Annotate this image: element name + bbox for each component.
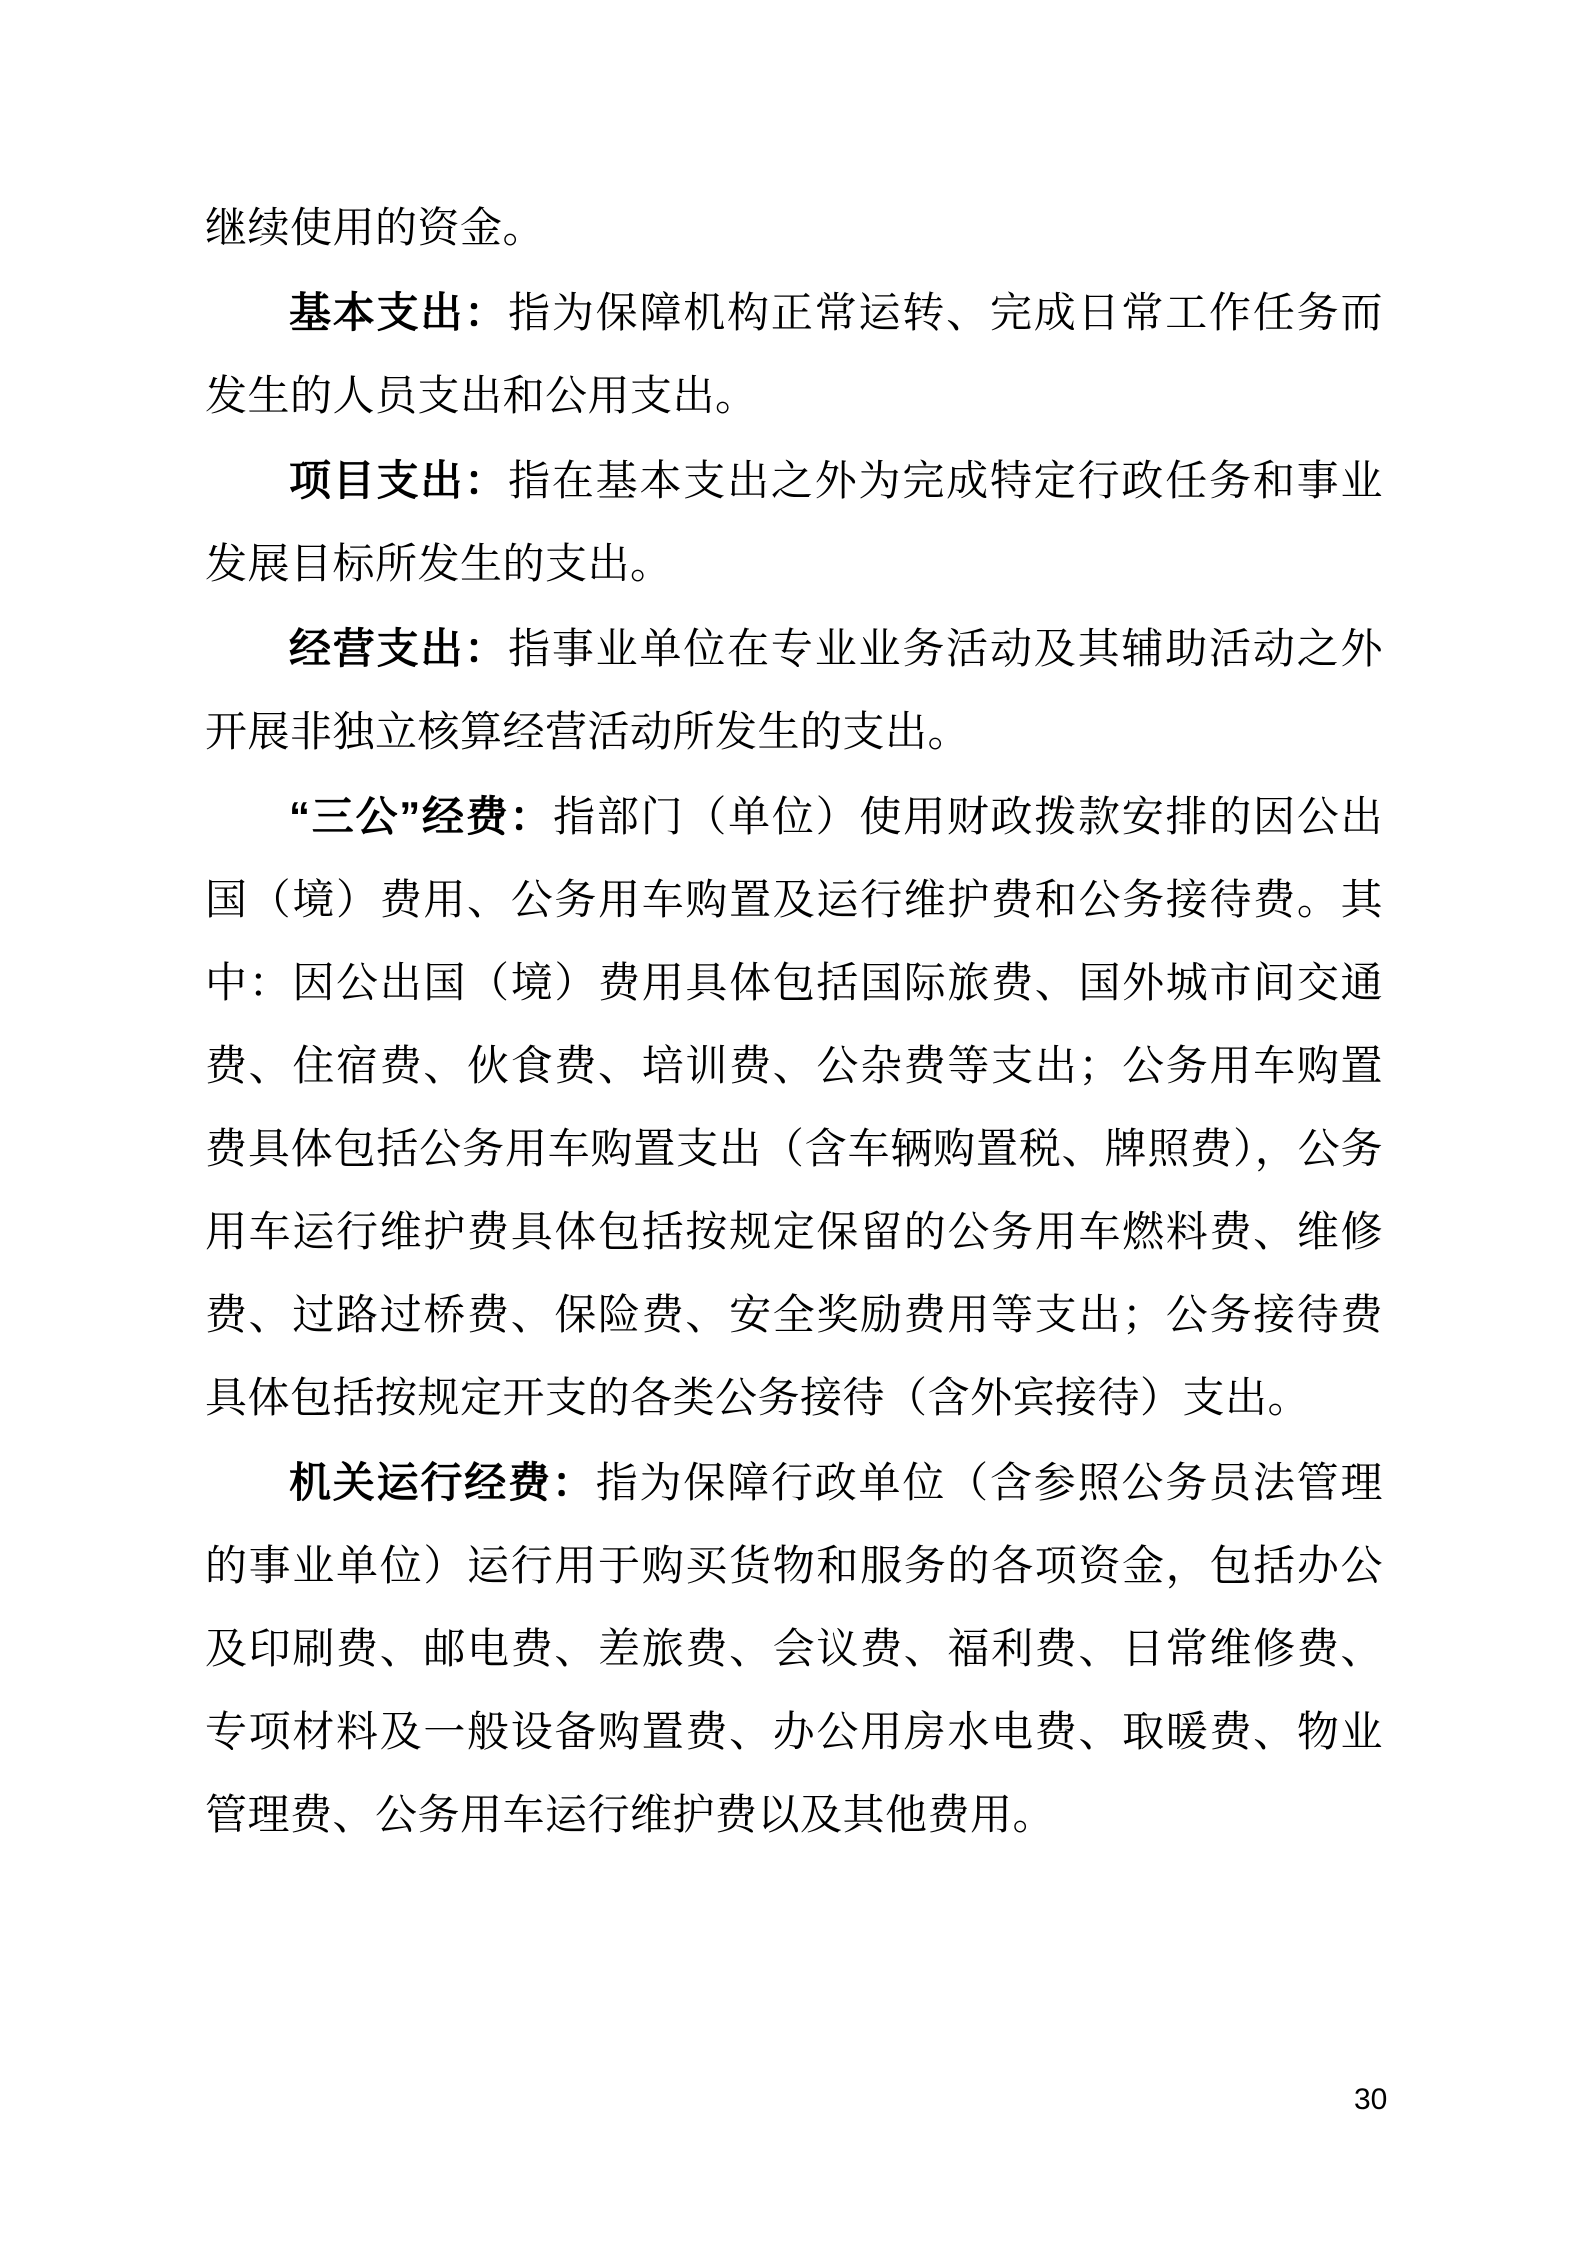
paragraph-basic-expenditure xyxy=(205,271,1383,439)
paragraph-carryover-funds xyxy=(205,186,1383,271)
term-label: 基本支出： xyxy=(289,289,509,336)
term-label: 机关运行经费： xyxy=(289,1459,596,1506)
paragraph-agency-operating-funds xyxy=(205,1441,1383,1858)
paragraph-operating-expenditure xyxy=(205,607,1383,775)
term-label: “三公”经费： xyxy=(289,793,554,840)
paragraph-text: 继续使用的资金。 xyxy=(205,206,546,252)
paragraph-text: 指部门（单位）使用财政拨款安排的因公出国（境）费用、公务用车购置及运行维护费和公务接待费。其中：因公出国（境）费用具体包括国际旅费、国外城市间交通费、住宿费、伙食费、培训费、公杂费等支出；公务用车购置费具体包括公务用车购置支出（含车辆购置税、牌照费），公务用车运行维护费具体包括按规定保留的公务用车燃料费、维修费、过路过桥费、保险费、安全奖励费用等支出；公务接待费具体包括按规定开支的各类公务接待（含外宾接待）支出。 xyxy=(205,795,1383,1422)
paragraph-project-expenditure xyxy=(205,439,1383,607)
page-number: 30 xyxy=(1354,2083,1388,2116)
term-label: 项目支出： xyxy=(289,457,509,504)
paragraph-three-public-funds xyxy=(205,775,1383,1441)
paragraph-text: 指事业单位在专业业务活动及其辅助活动之外开展非独立核算经营活动所发生的支出。 xyxy=(205,627,1383,756)
paragraph-text: 指为保障行政单位（含参照公务员法管理的事业单位）运行用于购买货物和服务的各项资金，包括办公及印刷费、邮电费、差旅费、会议费、福利费、日常维修费、专项材料及一般设备购置费、办公用房水电费、取暖费、物业管理费、公务用车运行维护费以及其他费用。 xyxy=(205,1461,1383,1839)
paragraph-text: 指在基本支出之外为完成特定行政任务和事业发展目标所发生的支出。 xyxy=(205,459,1383,588)
term-label: 经营支出： xyxy=(289,625,509,672)
paragraph-text: 指为保障机构正常运转、完成日常工作任务而发生的人员支出和公用支出。 xyxy=(205,291,1383,420)
document-body xyxy=(205,186,1383,1858)
